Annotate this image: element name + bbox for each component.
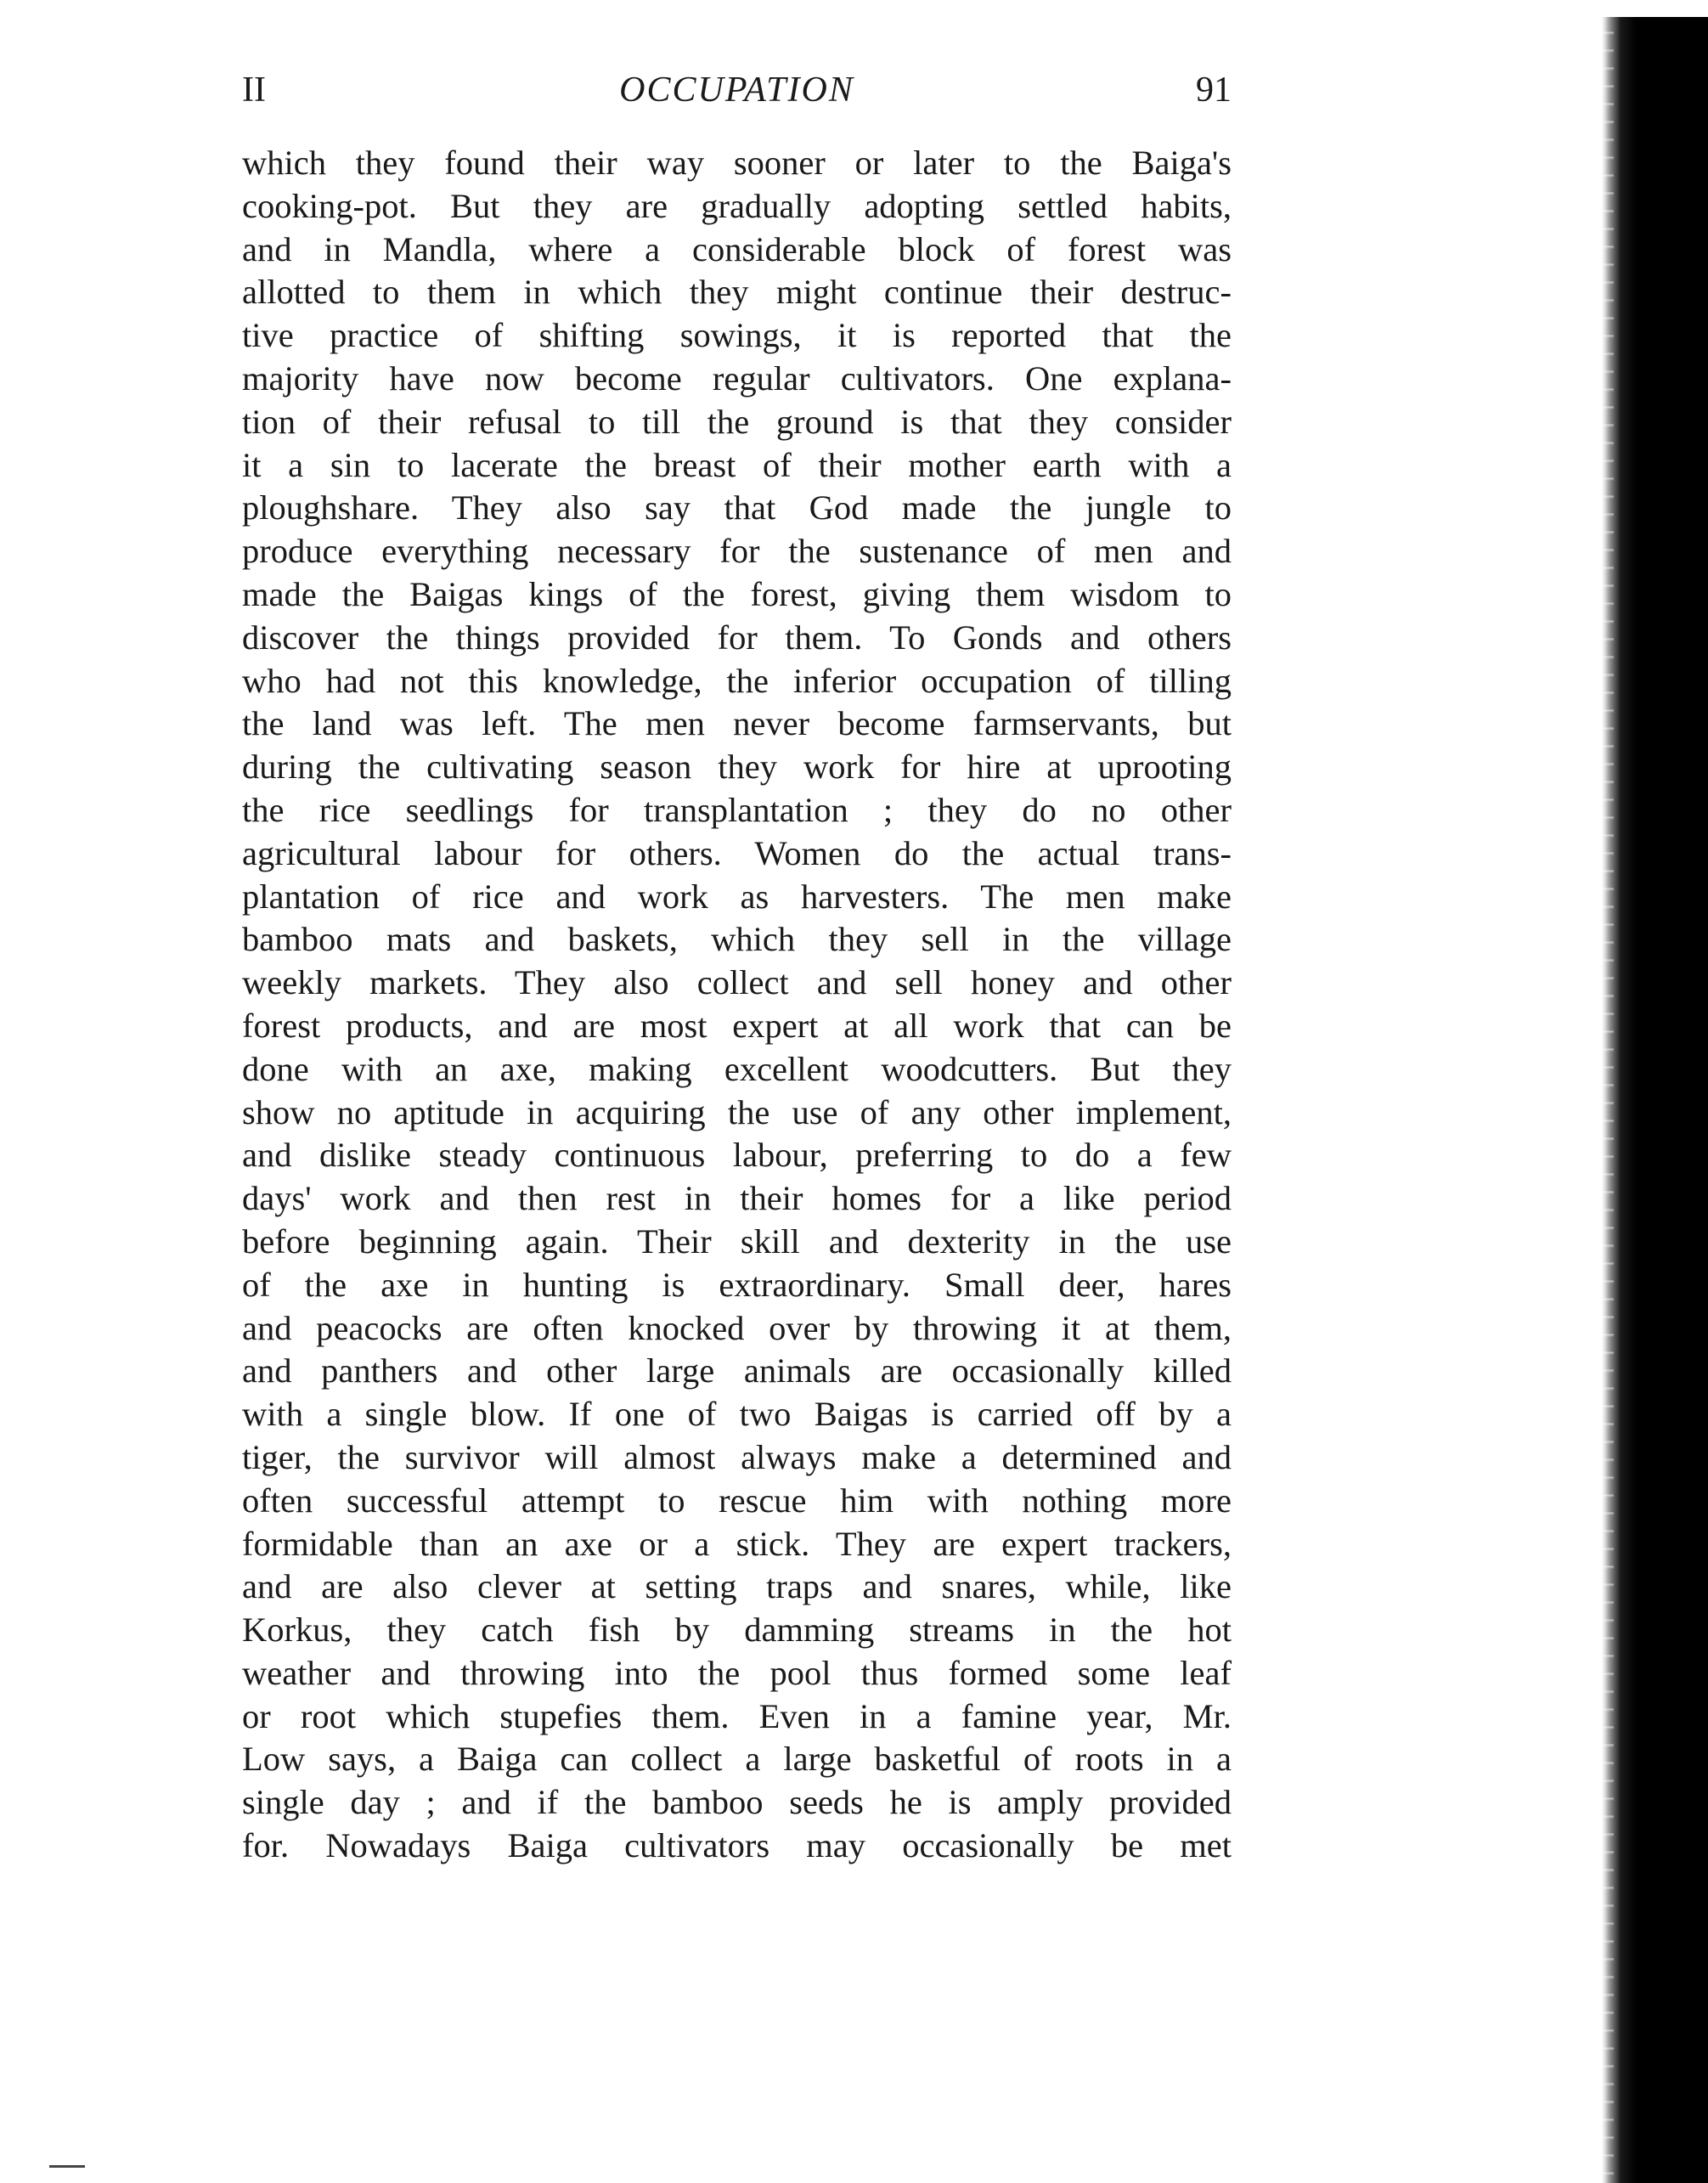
chapter-number: II	[242, 71, 266, 110]
text-line: often successful attempt to rescue him with nothing more	[242, 1481, 1232, 1520]
text-line: for. Nowadays Baiga cultivators may occasionally be met	[242, 1826, 1232, 1865]
text-line: discover the things provided for them. To Gonds and others	[242, 618, 1232, 657]
text-line: of the axe in hunting is extraordinary. Small deer, hares	[242, 1265, 1232, 1304]
text-line: majority have now become regular cultivators. One explana-	[242, 358, 1232, 398]
text-line: allotted to them in which they might continue their destruc-	[242, 273, 1232, 312]
text-line: days' work and then rest in their homes for a like period	[242, 1179, 1232, 1218]
text-line: and are also clever at setting traps and snares, while, like	[242, 1567, 1232, 1606]
text-line: Low says, a Baiga can collect a large basketful of roots in a	[242, 1740, 1232, 1779]
text-line: weekly markets. They also collect and sell honey and other	[242, 963, 1232, 1002]
text-line: plantation of rice and work as harvesters. The men make	[242, 877, 1232, 916]
text-line: cooking-pot. But they are gradually adopting settled habits,	[242, 186, 1232, 225]
text-line: and peacocks are often knocked over by throwing it at them,	[242, 1308, 1232, 1347]
text-line: tiger, the survivor will almost always make a determined and	[242, 1437, 1232, 1476]
text-line: or root which stupefies them. Even in a famine year, Mr.	[242, 1696, 1232, 1735]
text-line: during the cultivating season they work for hire at uprooting	[242, 747, 1232, 787]
text-line: and dislike steady continuous labour, preferring to do a few	[242, 1136, 1232, 1175]
text-line: who had not this knowledge, the inferior occupation of tilling	[242, 661, 1232, 700]
text-line: tive practice of shifting sowings, it is reported that the	[242, 316, 1232, 355]
text-line: done with an axe, making excellent woodcutters. But they	[242, 1049, 1232, 1088]
page-number: 91	[1196, 71, 1232, 110]
text-line: the rice seedlings for transplantation ; they do no other	[242, 790, 1232, 829]
scanned-page-edge	[1602, 17, 1708, 2183]
scan-mark	[49, 2165, 85, 2168]
text-line: before beginning again. Their skill and dexterity in the use	[242, 1221, 1232, 1261]
text-line: produce everything necessary for the sustenance of men and	[242, 532, 1232, 571]
text-line: show no aptitude in acquiring the use of any other implement,	[242, 1092, 1232, 1131]
text-line: tion of their refusal to till the ground is that they consider	[242, 402, 1232, 441]
text-line: ploughshare. They also say that God made the jungle to	[242, 488, 1232, 527]
text-line: with a single blow. If one of two Baigas is carried off by a	[242, 1395, 1232, 1434]
text-line: it a sin to lacerate the breast of their mother earth with a	[242, 445, 1232, 484]
text-line: and in Mandla, where a considerable block of forest was	[242, 229, 1232, 268]
text-line: agricultural labour for others. Women do the actual trans-	[242, 833, 1232, 872]
text-line: bamboo mats and baskets, which they sell in the village	[242, 920, 1232, 959]
body-paragraph	[242, 142, 1232, 1868]
running-header	[242, 70, 1232, 121]
text-line: and panthers and other large animals are occasionally killed	[242, 1351, 1232, 1390]
text-line: forest products, and are most expert at all work that can be	[242, 1006, 1232, 1045]
text-line: formidable than an axe or a stick. They are expert trackers,	[242, 1524, 1232, 1563]
text-line: Korkus, they catch fish by damming streams in the hot	[242, 1610, 1232, 1650]
text-line: made the Baigas kings of the forest, giving them wisdom to	[242, 574, 1232, 613]
text-line: which they found their way sooner or later to the Baiga's	[242, 144, 1232, 182]
text-line: single day ; and if the bamboo seeds he is amply provided	[242, 1783, 1232, 1822]
text-line: the land was left. The men never become farmservants, but	[242, 704, 1232, 743]
running-title: OCCUPATION	[619, 71, 854, 110]
text-line: weather and throwing into the pool thus formed some leaf	[242, 1653, 1232, 1692]
